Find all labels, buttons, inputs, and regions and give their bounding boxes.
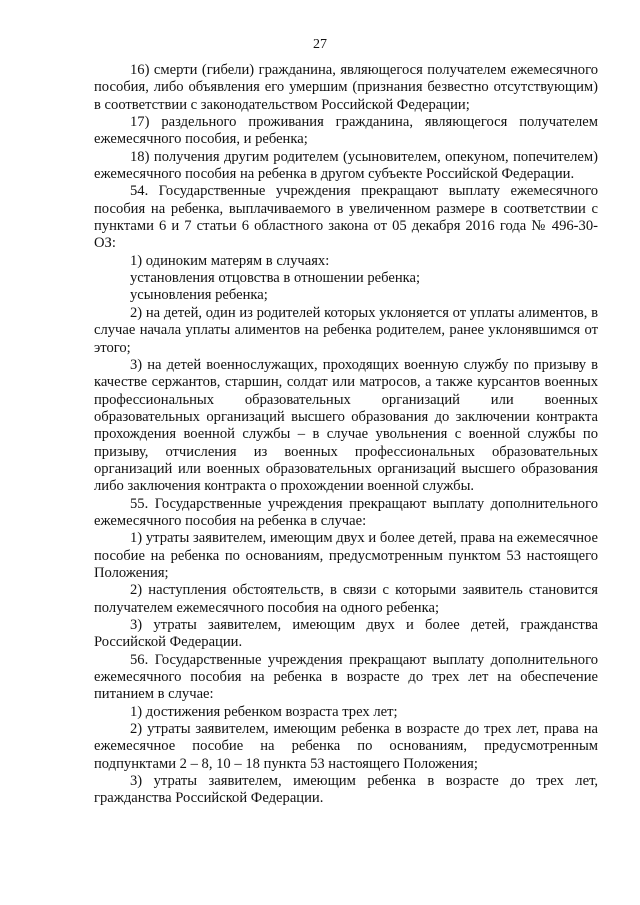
paragraph-section-56: 56. Государственные учреждения прекращают выплату дополнительного ежемесячного пособия на ребенка в возрасте до трех лет на обеспечение питанием в случае: bbox=[94, 651, 598, 703]
paragraph-section-54: 54. Государственные учреждения прекращают выплату ежемесячного пособия на ребенка, выплачиваемого в увеличенном размере в соответствии с пунктами 6 и 7 статьи 6 областного закона от 05 декабря 2016 года № 496-30-ОЗ: bbox=[94, 183, 598, 252]
paragraph-56-item-2: 2) утраты заявителем, имеющим ребенка в возрасте до трех лет, права на ежемесячное пособие на ребенка по основаниям, предусмотренным подпунктами 2 – 8, 10 – 18 пункта 53 настоящего Положения; bbox=[94, 721, 598, 772]
paragraph-item-17: 17) раздельного проживания гражданина, являющегося получателем ежемесячного пособия, и ребенка; bbox=[94, 114, 598, 148]
document-body bbox=[94, 62, 598, 808]
paragraph-55-item-1: 1) утраты заявителем, имеющим двух и более детей, права на ежемесячное пособие на ребенка по основаниям, предусмотренным пунктом 53 настоящего Положения; bbox=[94, 530, 598, 581]
paragraph-54-item-3: 3) на детей военнослужащих, проходящих военную службу по призыву в качестве сержантов, старшин, солдат или матросов, а также курсантов военных профессиональных образовательных организаций или военных образовательных организаций высшего образования до заключении контракта прохождения военной службы – в случае увольнения с военной службы по призыву, отчисления из военных профессиональных образовательных организаций или военных образовательных организаций высшего образования либо заключения контракта о прохождении военной службы. bbox=[94, 356, 598, 495]
paragraph-54-item-1: 1) одиноким матерям в случаях: bbox=[130, 252, 330, 269]
paragraph-55-item-3: 3) утраты заявителем, имеющим двух и более детей, гражданства Российской Федерации. bbox=[94, 617, 598, 651]
paragraph-section-55: 55. Государственные учреждения прекращают выплату дополнительного ежемесячного пособия на ребенка в случае: bbox=[94, 495, 598, 529]
paragraph-item-18: 18) получения другим родителем (усыновителем, опекуном, попечителем) ежемесячного пособия на ребенка в другом субъекте Российской Федерации. bbox=[94, 148, 598, 183]
paragraph-54-item-1-case-a: установления отцовства в отношении ребенка; bbox=[130, 270, 421, 287]
page-number: 27 bbox=[313, 37, 327, 52]
paragraph-55-item-2: 2) наступления обстоятельств, в связи с которыми заявитель становится получателем ежемесячного пособия на одного ребенка; bbox=[94, 582, 598, 616]
paragraph-54-item-2: 2) на детей, один из родителей которых уклоняется от уплаты алиментов, в случае начала уплаты алиментов на ребенка родителем, ранее уклонявшимся от этого; bbox=[94, 304, 598, 356]
paragraph-56-item-1: 1) достижения ребенком возраста трех лет; bbox=[130, 703, 398, 720]
paragraph-item-16: 16) смерти (гибели) гражданина, являющегося получателем ежемесячного пособия, либо объявления его умершим (признания безвестно отсутствующим) в соответствии с законодательством Российской Федерации; bbox=[94, 62, 598, 113]
paragraph-54-item-1-case-b: усыновления ребенка; bbox=[130, 287, 268, 304]
paragraph-56-item-3: 3) утраты заявителем, имеющим ребенка в возрасте до трех лет, гражданства Российской Федерации. bbox=[94, 773, 598, 807]
